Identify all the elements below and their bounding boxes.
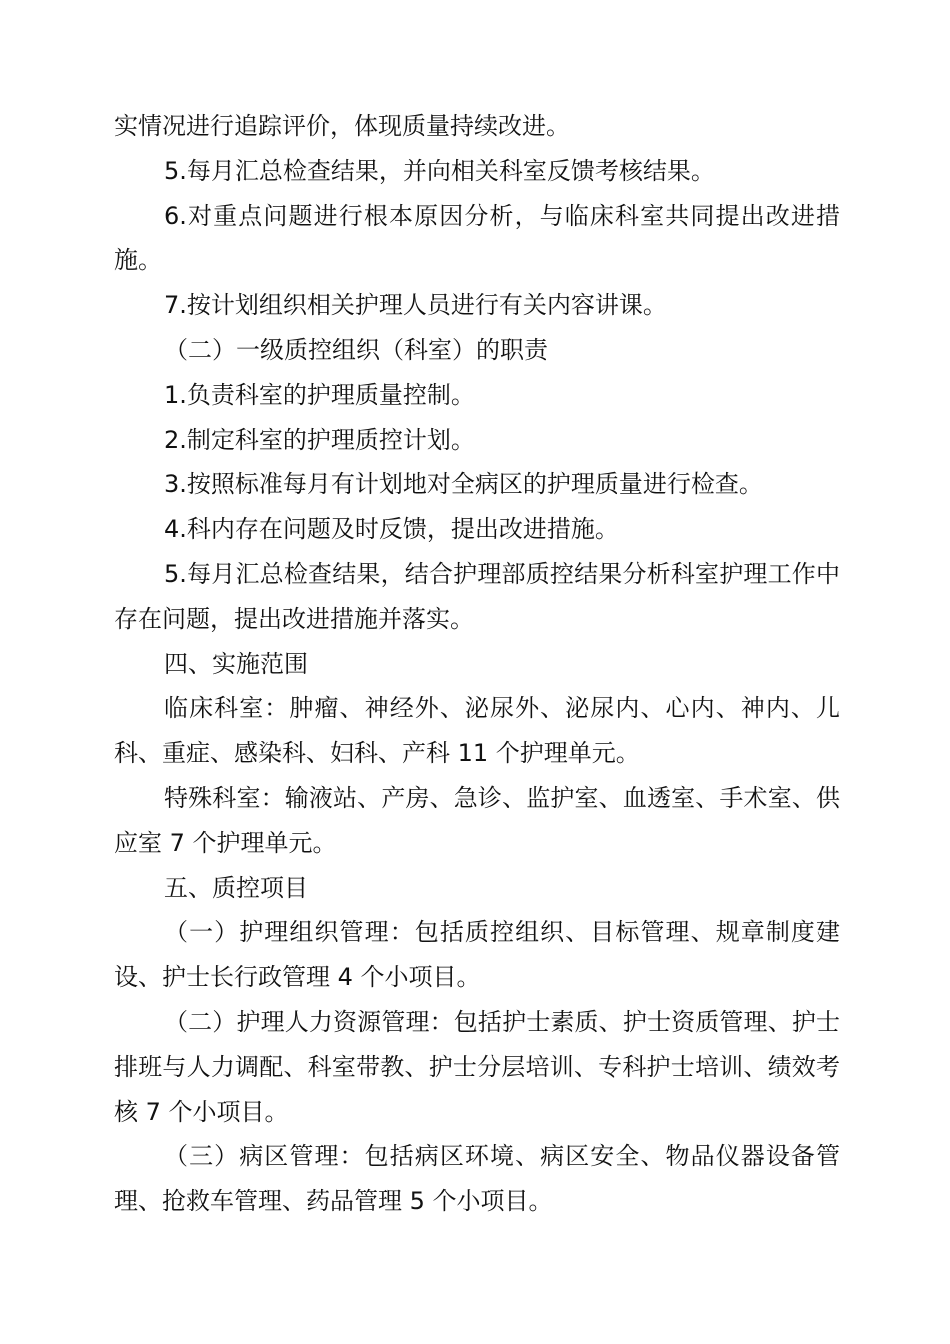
paragraph-qc-item-2: （二）护理人力资源管理：包括护士素质、护士资质管理、护士排班与人力调配、科室带教、护士分层培训、专科护士培训、绩效考核 7 个小项目。 xyxy=(114,1007,840,1126)
paragraph-duty-2: 2.制定科室的护理质控计划。 xyxy=(164,425,475,454)
paragraph-item-6: 6.对重点问题进行根本原因分析，与临床科室共同提出改进措施。 xyxy=(114,201,840,275)
paragraph-item-5: 5.每月汇总检查结果，并向相关科室反馈考核结果。 xyxy=(164,156,715,185)
paragraph-duty-1: 1.负责科室的护理质量控制。 xyxy=(164,380,475,409)
paragraph-clinical-departments: 临床科室：肿瘤、神经外、泌尿外、泌尿内、心内、神内、儿科、重症、感染科、妇科、产科 11 个护理单元。 xyxy=(114,694,840,768)
paragraph-qc-item-1: （一）护理组织管理：包括质控组织、目标管理、规章制度建设、护士长行政管理 4 个小项目。 xyxy=(114,918,840,992)
paragraph-duty-3: 3.按照标准每月有计划地对全病区的护理质量进行检查。 xyxy=(164,470,763,499)
section-heading-level1-duties: （二）一级质控组织（科室）的职责 xyxy=(164,335,548,364)
document-body xyxy=(114,104,840,1224)
section-heading-scope: 四、实施范围 xyxy=(164,649,308,678)
paragraph-qc-item-3: （三）病区管理：包括病区环境、病区安全、物品仪器设备管理、抢救车管理、药品管理 5 个小项目。 xyxy=(114,1142,840,1216)
paragraph-special-departments: 特殊科室：输液站、产房、急诊、监护室、血透室、手术室、供应室 7 个护理单元。 xyxy=(114,783,840,857)
paragraph-duty-4: 4.科内存在问题及时反馈，提出改进措施。 xyxy=(164,515,619,544)
paragraph-item-7: 7.按计划组织相关护理人员进行有关内容讲课。 xyxy=(164,291,667,320)
paragraph-continuation: 实情况进行追踪评价，体现质量持续改进。 xyxy=(114,112,570,140)
paragraph-duty-5: 5.每月汇总检查结果，结合护理部质控结果分析科室护理工作中存在问题，提出改进措施并落实。 xyxy=(114,559,840,633)
section-heading-qc-items: 五、质控项目 xyxy=(164,873,308,902)
